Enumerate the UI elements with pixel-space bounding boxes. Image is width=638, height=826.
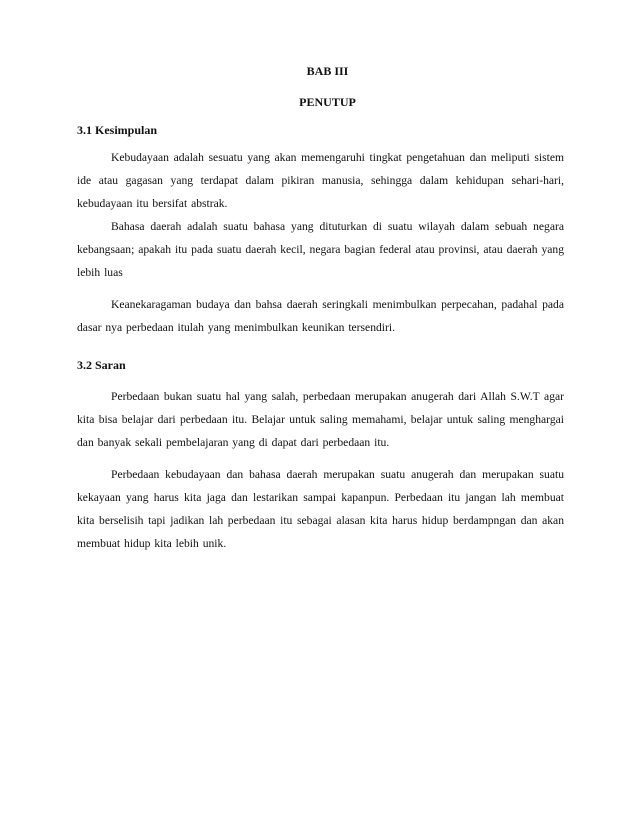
section-body xyxy=(77,146,564,339)
chapter-title: PENUTUP xyxy=(299,95,356,109)
chapter-number: BAB III xyxy=(306,64,349,78)
section-heading: 3.2 Saran xyxy=(77,358,126,372)
section-kesimpulan xyxy=(77,122,564,339)
paragraph: Kebudayaan adalah sesuatu yang akan memengaruhi tingkat pengetahuan dan meliputi sistem ide atau gagasan yang terdapat dalam pikiran manusia, sehingga dalam kehidupan sehari-hari, kebudayaan itu bersifat abstrak. xyxy=(77,151,564,210)
paragraph: Bahasa daerah adalah suatu bahasa yang dituturkan di suatu wilayah dalam sebuah negara kebangsaan; apakah itu pada suatu daerah kecil, negara bagian federal atau provinsi, atau daerah yang lebih luas xyxy=(77,220,564,279)
section-saran xyxy=(77,357,564,555)
page-content xyxy=(77,63,564,555)
paragraph: Perbedaan bukan suatu hal yang salah, perbedaan merupakan anugerah dari Allah S.W.T agar kita bisa belajar dari perbedaan itu. Belajar untuk saling memahami, belajar untuk saling menghargai dan banyak sekali pembelajaran yang di dapat dari perbedaan itu. xyxy=(77,390,564,449)
paragraph: Keanekaragaman budaya dan bahsa daerah seringkali menimbulkan perpecahan, padahal pada dasar nya perbedaan itulah yang menimbulkan keunikan tersendiri. xyxy=(77,298,564,334)
section-body xyxy=(77,385,564,555)
section-heading: 3.1 Kesimpulan xyxy=(77,123,158,137)
paragraph: Perbedaan kebudayaan dan bahasa daerah merupakan suatu anugerah dan merupakan suatu kekayaan yang harus kita jaga dan lestarikan sampai kapanpun. Perbedaan itu jangan lah membuat kita berselisih tapi jadikan lah perbedaan itu sebagai alasan kita harus hidup berdampngan dan akan membuat hidup kita lebih unik. xyxy=(77,468,564,550)
